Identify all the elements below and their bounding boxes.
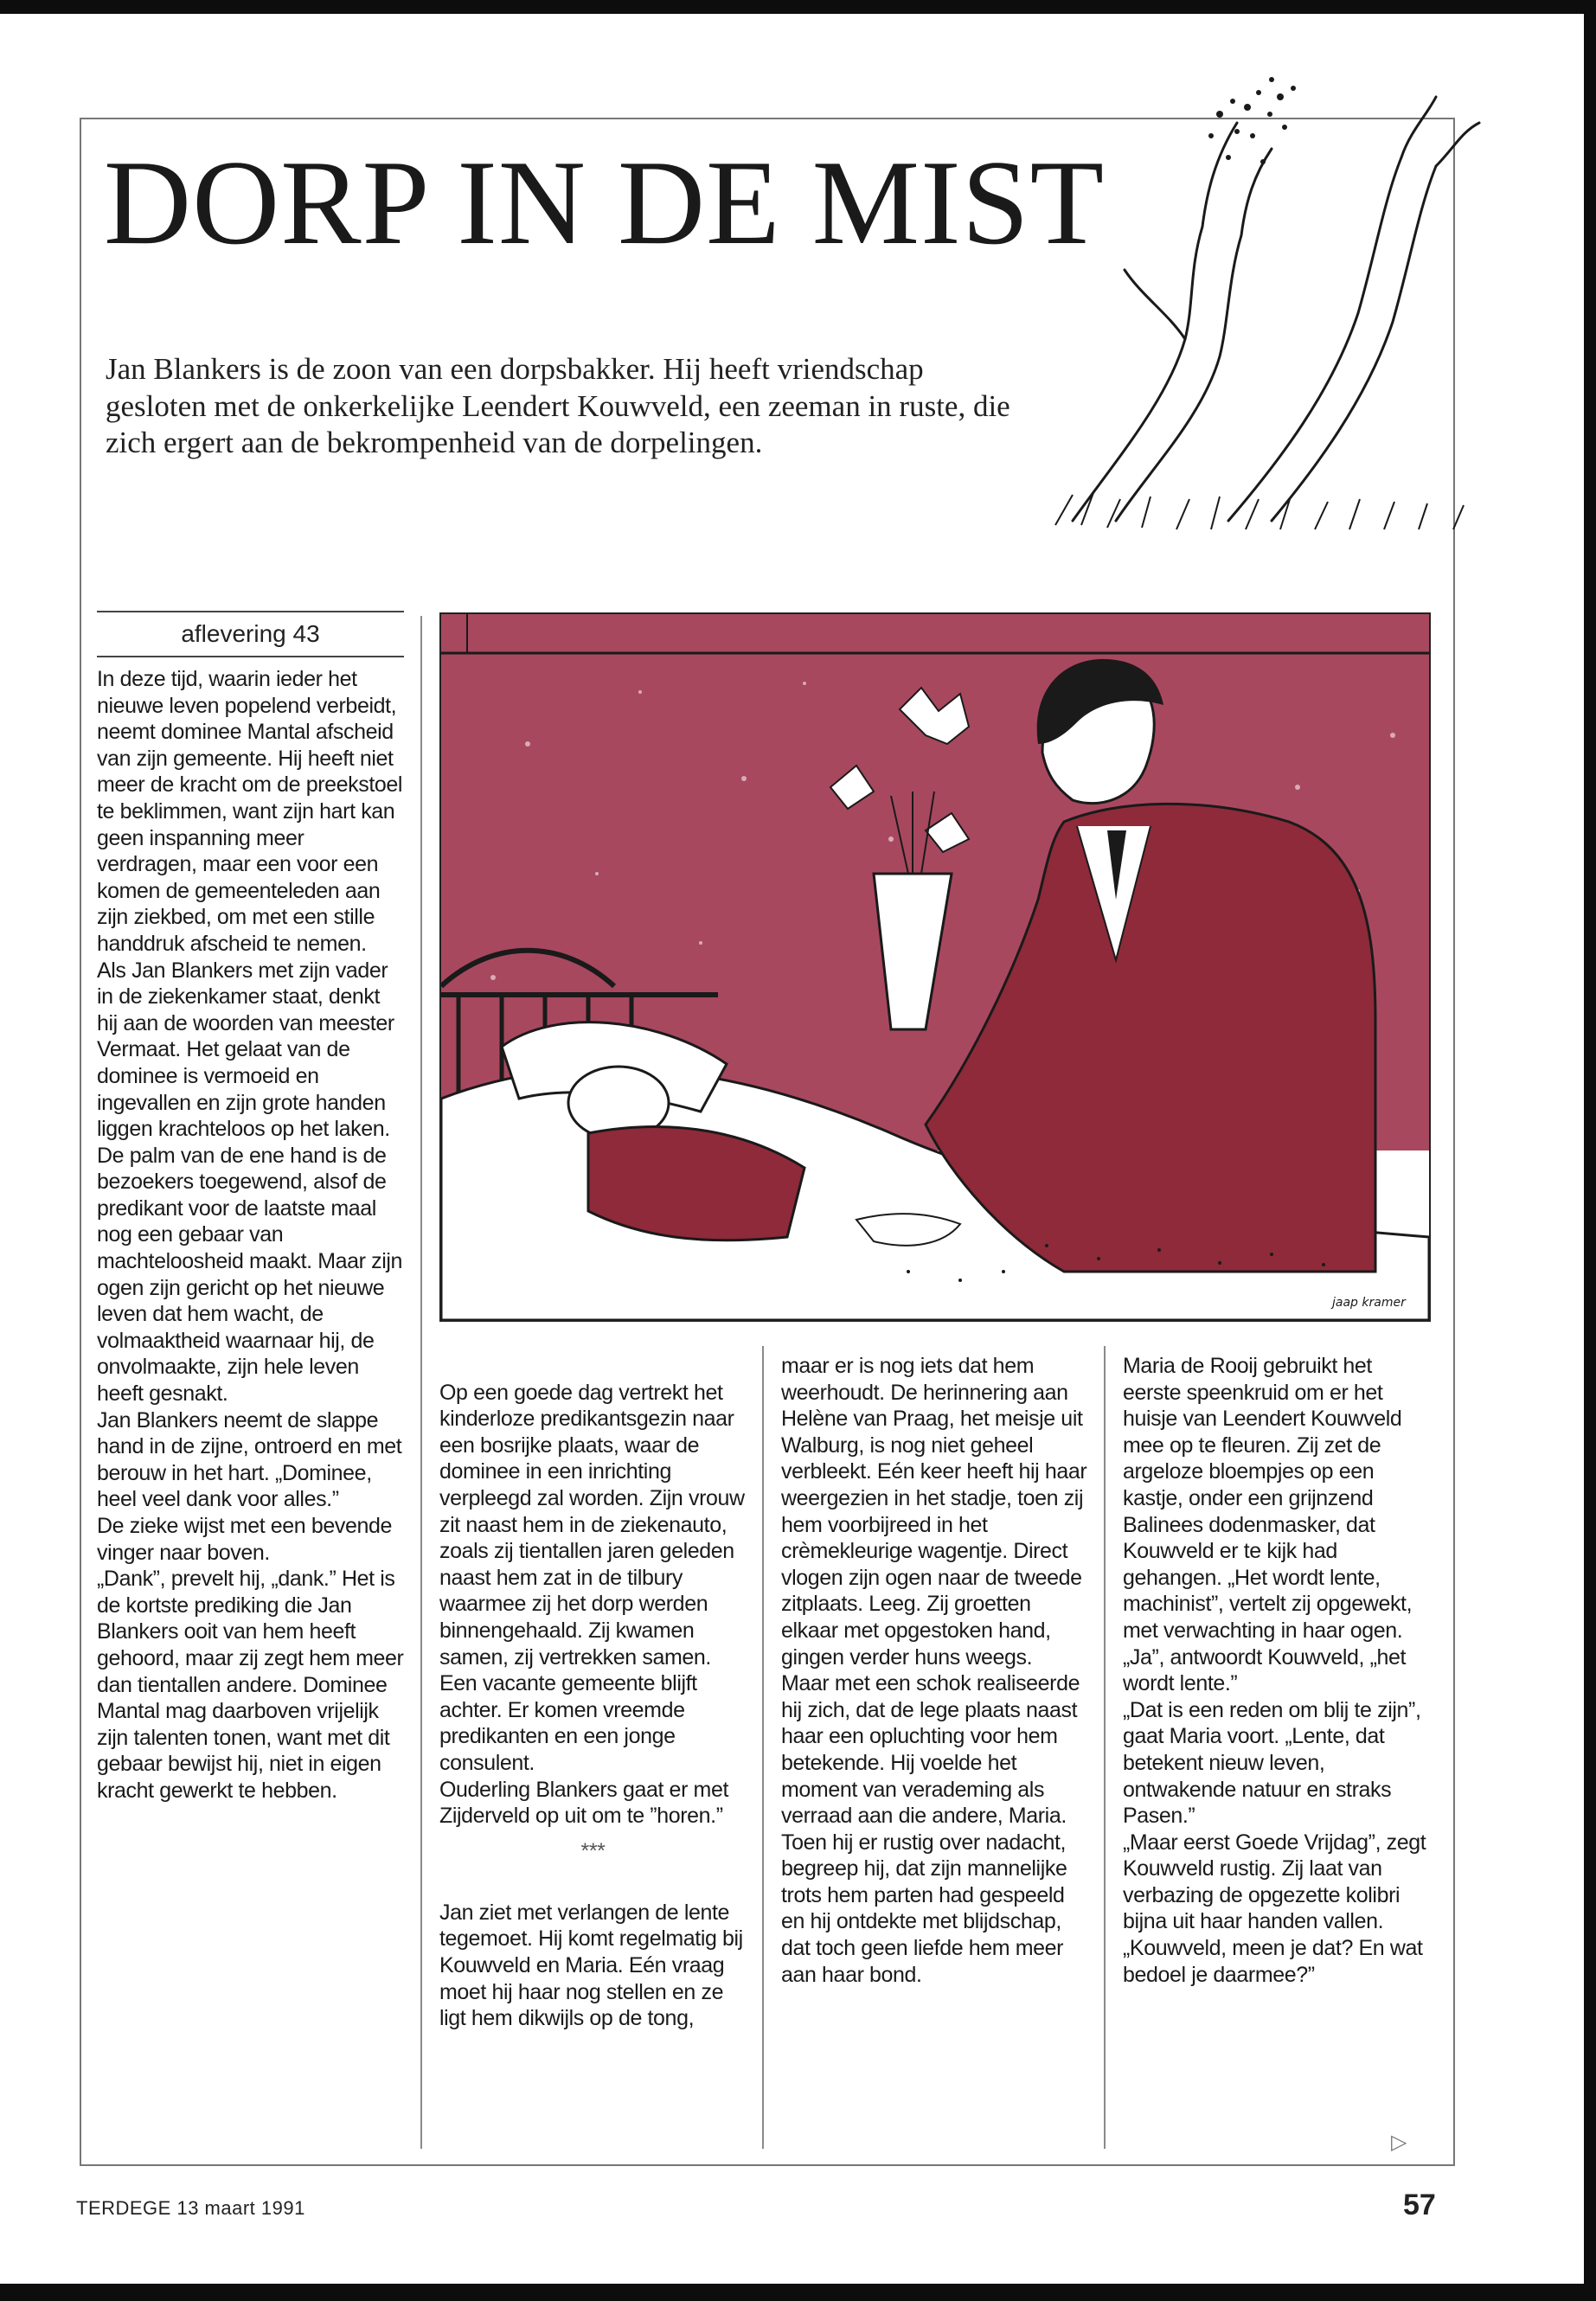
continue-arrow-icon: ▷	[1391, 2131, 1407, 2154]
page-edge-top	[0, 0, 1596, 14]
tree-illustration	[1021, 54, 1505, 538]
column-4: Maria de Rooij gebruikt het eerste speenkruid om er het huisje van Leendert Kouwveld mee op te fleuren. Zij zet de argeloze bloempjes op een kastje, onder een grijnzend Balinees dodenmasker, dat Kouwveld er te kijk had gehangen. „Het wordt lente, machinist”, vertelt zij opgewekt, met verwachting in haar ogen. „Ja”, antwoordt Kouwveld, „het wordt lente.” „Dat is een reden om blij te zijn”, gaat Maria voort. „Lente, dat betekent nieuw leven, ontwakende natuur en straks Pasen.” „Maar eerst Goede Vrijdag”, zegt Kouwveld rustig. Zij laat van verbazing de opgezette kolibri bijna uit haar handen vallen. „Kouwveld, meen je dat? En wat bedoel je daarmee?”	[1123, 1354, 1426, 1987]
column-rule	[1104, 1346, 1106, 2149]
page-number: 57	[1403, 2189, 1436, 2221]
footer-publication: TERDEGE 13 maart 1991	[76, 2197, 305, 2219]
column-rule	[762, 1346, 764, 2149]
column-2-part-2: Jan ziet met verlangen de lente tegemoet. Hij komt regelmatig bij Kouwveld en Maria. Eén vraag moet hij haar nog stellen en ze ligt hem dikwijls op de tong,	[439, 1900, 743, 2031]
column-rule	[420, 616, 422, 2149]
column-2	[439, 1353, 747, 2032]
article-intro: Jan Blankers is de zoon van een dorpsbakker. Hij heeft vriendschap gesloten met de onkerkelijke Leendert Kouwveld, een zeeman in ruste, die zich ergert aan de bekrompenheid van de dorpelingen.	[106, 352, 1010, 460]
column-1: In deze tijd, waarin ieder het nieuwe leven popelend verbeidt, neemt dominee Mantal afscheid van zijn gemeente. Hij heeft niet meer de kracht om de preekstoel te beklimmen, want zijn hart kan geen inspanning meer verdragen, maar een voor een komen de gemeenteleden aan zijn ziekbed, om met een stille handdruk afscheid te nemen. Als Jan Blankers met zijn vader in de ziekenkamer staat, denkt hij aan de woorden van meester Vermaat. Het gelaat van de dominee is vermoeid en ingevallen en zijn grote handen liggen krachteloos op het laken. De palm van de ene hand is de bezoekers toegewend, alsof de predikant voor de laatste maal nog een gebaar van machteloosheid maakt. Maar zijn ogen zijn gericht op het nieuwe leven dat hem wacht, de volmaaktheid waarnaar hij, de onvolmaakte, zijn hele leven heeft gesnakt. Jan Blankers neemt de slappe hand in de zijne, ontroerd en met berouw in het hart. „Dominee, heel veel dank voor alles.” De zieke wijst met een bevende vinger naar boven. „Dank”, prevelt hij, „dank.” Het is de kortste prediking die Jan Blankers ooit van hem heeft gehoord, maar zij zegt hem meer dan tientallen andere. Dominee Mantal mag daarboven vrijelijk zijn talenten tonen, want met dit gebaar bewijst hij, niet in eigen kracht gewerkt te hebben.	[97, 667, 404, 1803]
column-3: maar er is nog iets dat hem weerhoudt. De herinnering aan Helène van Praag, het meisje uit Walburg, is nog niet geheel verbleekt. Eén keer heeft hij haar weergezien in het stadje, toen zij hem voorbijreed in het crèmekleurige wagentje. Direct vlogen zijn ogen naar de tweede zitplaats. Leeg. Zij groetten elkaar met opgestoken hand, gingen verder huns weegs. Maar met een schok realiseerde hij zich, dat de lege plaats naast haar een opluchting voor hem betekende. Hij voelde het moment van verademing als verraad aan die andere, Maria. Toen hij er rustig over nadacht, begreep hij, dat zijn mannelijke trots hem parten had gespeeld en hij ontdekte met blijdschap, dat toch geen liefde hem meer aan haar bond.	[781, 1354, 1087, 1987]
page-edge-right	[1584, 0, 1596, 2301]
illustration-drawing	[441, 614, 1429, 1320]
episode-label: aflevering 43	[97, 611, 404, 657]
illustration-pastor-sickbed	[439, 612, 1431, 1322]
article-title: DORP IN DE MIST	[104, 136, 1106, 270]
column-2-part-1: Op een goede dag vertrekt het kinderloze predikantsgezin naar een bosrijke plaats, waar de dominee in een inrichting verpleegd zal worden. Zijn vrouw zit naast hem in de ziekenauto, zoals zij tientallen jaren geleden naast hem zat in de tilbury waarmee zij het dorp werden binnengehaald. Zij kwamen samen, zij vertrekken samen. Een vacante gemeente blijft achter. Er komen vreemde predikanten en een jonge consulent. Ouderling Blankers gaat er met Zijderveld op uit om te ”horen.”	[439, 1380, 745, 1829]
section-break: ***	[580, 1838, 606, 1863]
illustrator-signature: jaap kramer	[1332, 1296, 1406, 1310]
page-edge-bottom	[0, 2284, 1596, 2301]
